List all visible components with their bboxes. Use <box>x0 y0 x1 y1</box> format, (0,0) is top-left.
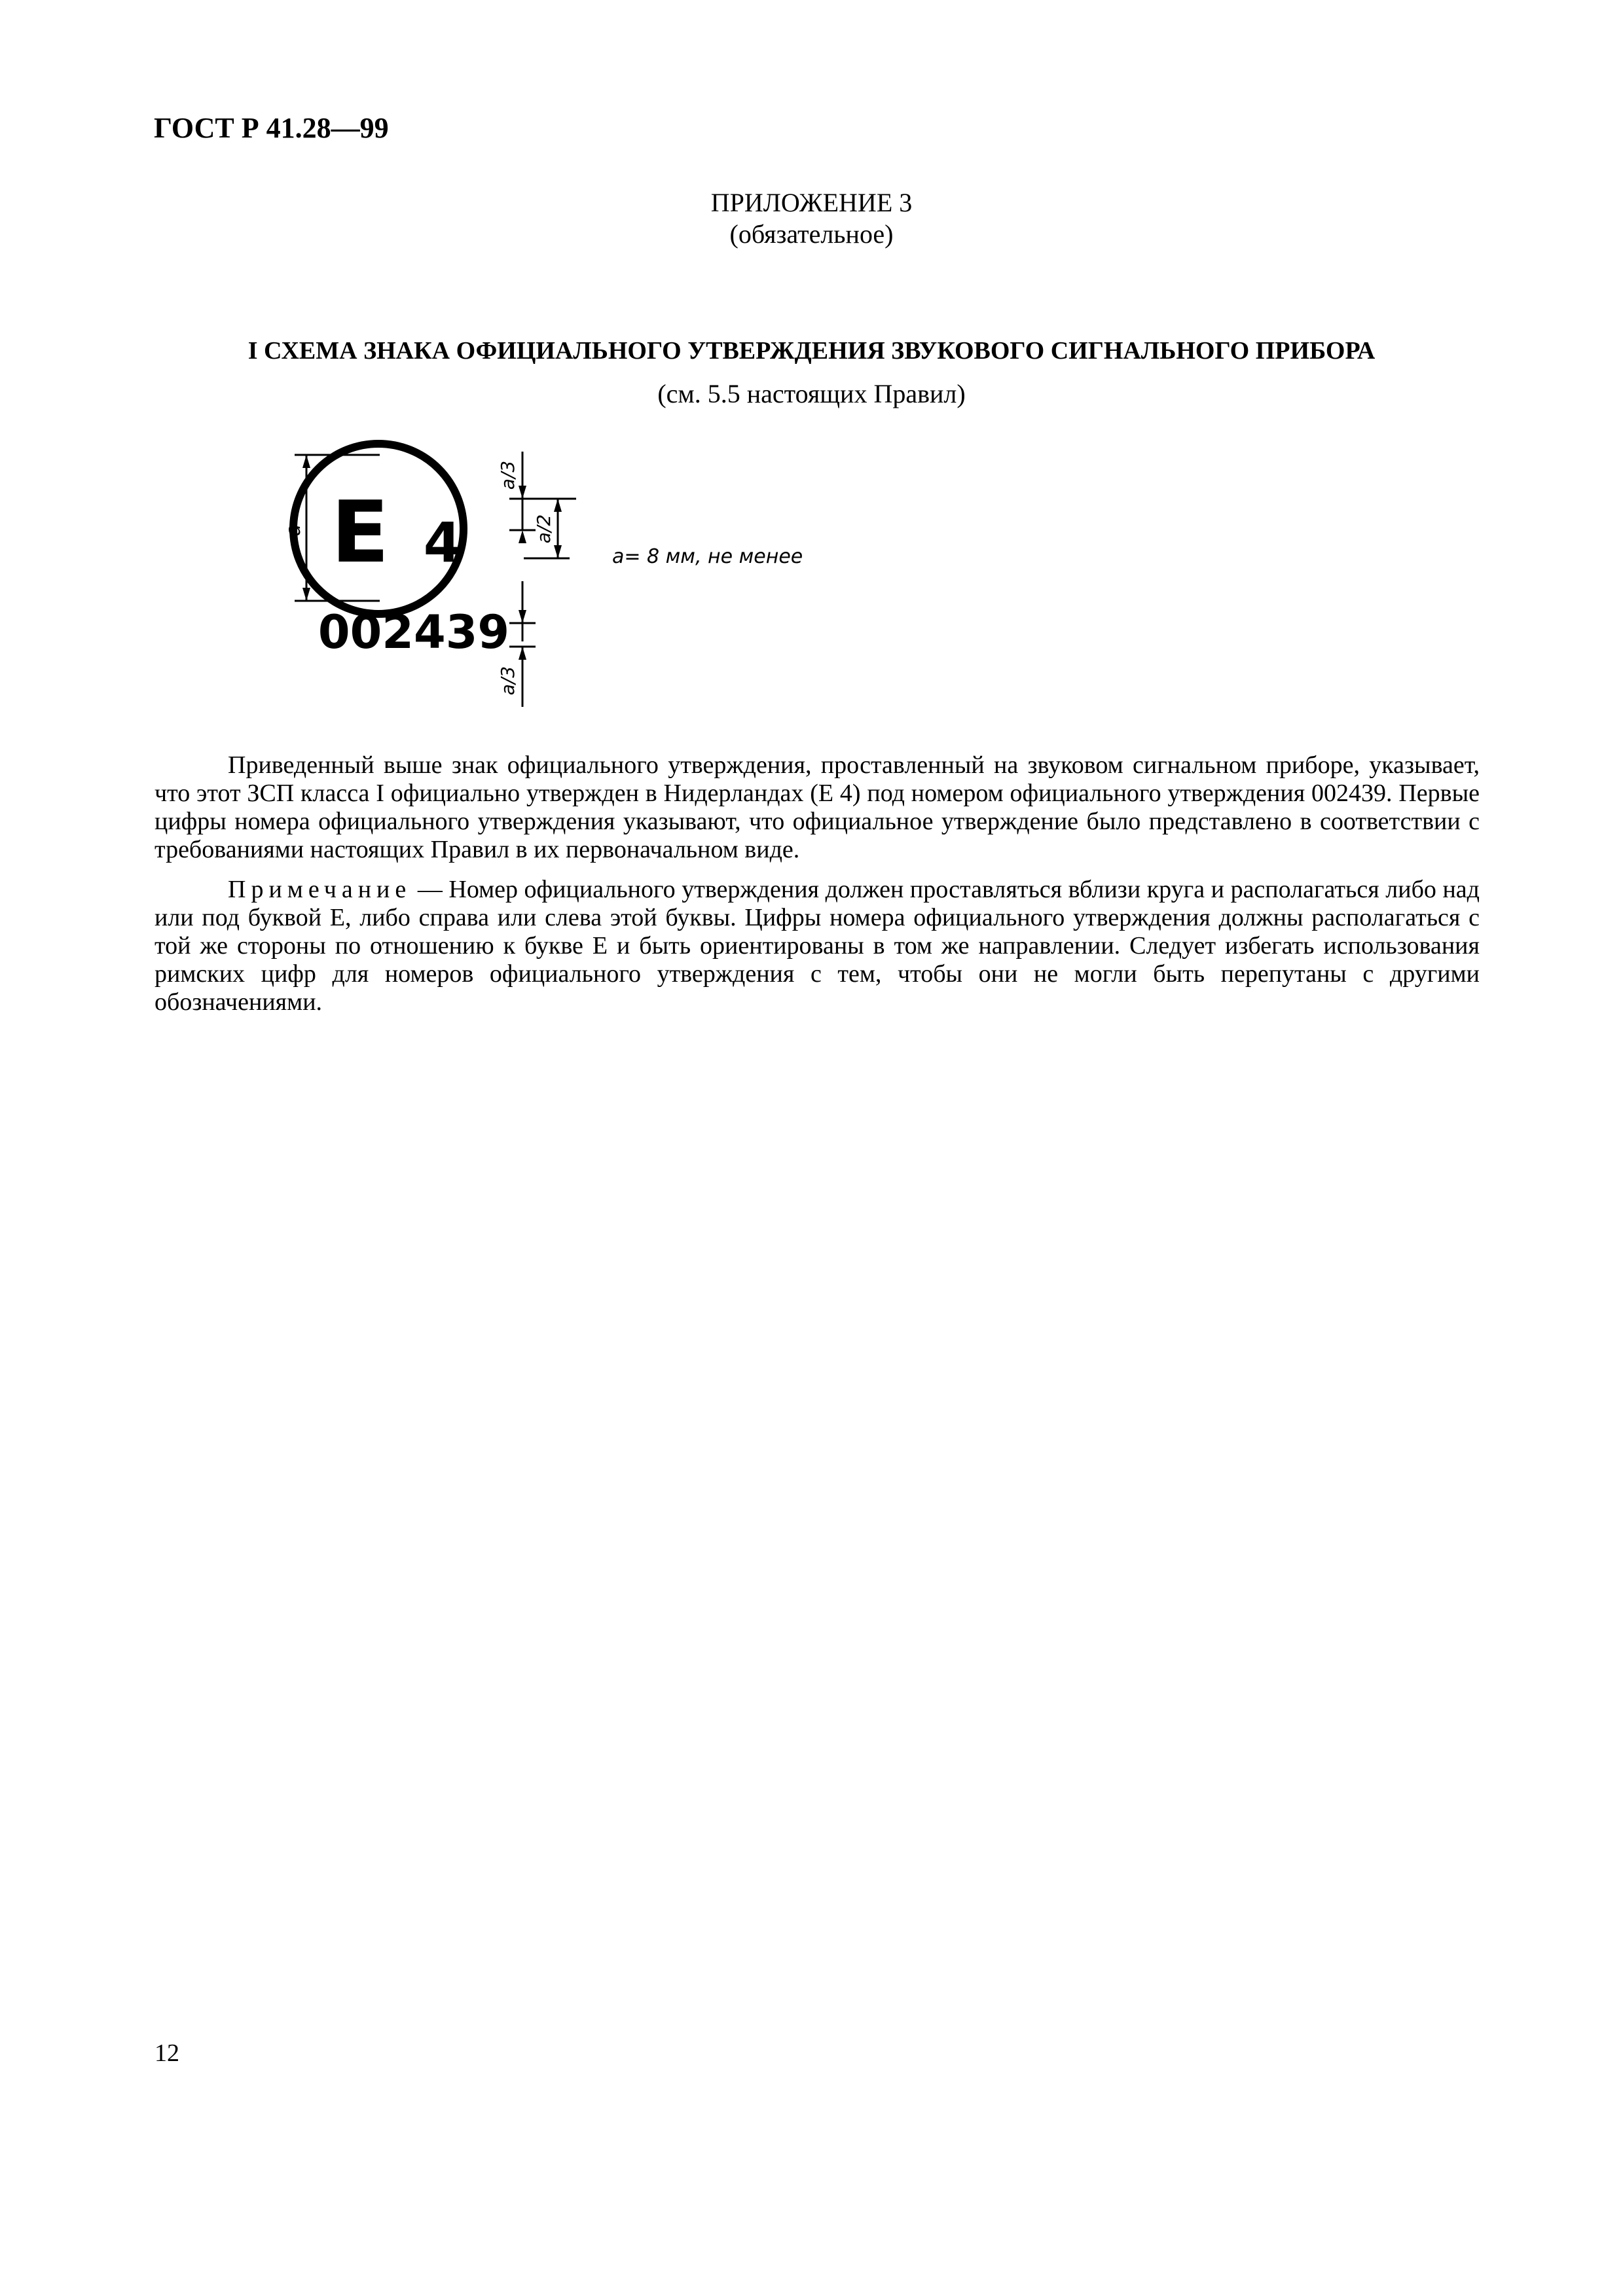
dim-a2-label: a/2 <box>533 514 555 544</box>
dim-a-label: a <box>282 524 305 537</box>
mark-country-number: 4 <box>423 511 462 575</box>
dim-a3-top-label: a/3 <box>497 460 519 490</box>
dim-a3-bottom-label: a/3 <box>497 666 519 696</box>
appendix-heading <box>0 187 1623 250</box>
standard-code: ГОСТ Р 41.28—99 <box>154 112 389 144</box>
mark-approval-number: 002439 <box>318 605 510 659</box>
note-label: Примечание <box>228 876 412 903</box>
appendix-title: ПРИЛОЖЕНИЕ 3 <box>710 188 913 217</box>
mark-letter: E <box>331 482 390 582</box>
approval-mark-figure <box>262 432 851 723</box>
dimension-note: a= 8 мм, не менее <box>612 545 803 568</box>
note-text: — Номер официального утверждения должен проставляться вблизи круга и располагаться либо над или под буквой Е, либо справа или слева этой буквы. Цифры номера официального утверждения должны располагаться с той же стороны по отношению к букве Е и быть ориентированы в том же направлении. Следует избегать использования римских цифр для номеров официального утверждения с тем, чтобы они не могли быть перепутаны с другими обозначениями. <box>155 876 1480 1016</box>
paragraph-note <box>155 876 1480 1016</box>
paragraph-explanation: Приведенный выше знак официального утверждения, проставленный на звуковом сигнальном приборе, указывает, что этот ЗСП класса I официально утвержден в Нидерландах (Е 4) под номером официального утверждения 002439. Первые цифры номера официального утверждения указывают, что официальное утверждение было представлено в соответствии с требованиями настоящих Правил в их первоначальном виде. <box>155 751 1480 863</box>
body-text <box>155 751 1480 1028</box>
section-title: I СХЕМА ЗНАКА ОФИЦИАЛЬНОГО УТВЕРЖДЕНИЯ ЗВУКОВОГО СИГНАЛЬНОГО ПРИБОРА <box>247 337 1376 365</box>
appendix-status: (обязательное) <box>729 219 894 249</box>
page-number: 12 <box>155 2039 179 2067</box>
section-reference: (см. 5.5 настоящих Правил) <box>657 379 966 408</box>
